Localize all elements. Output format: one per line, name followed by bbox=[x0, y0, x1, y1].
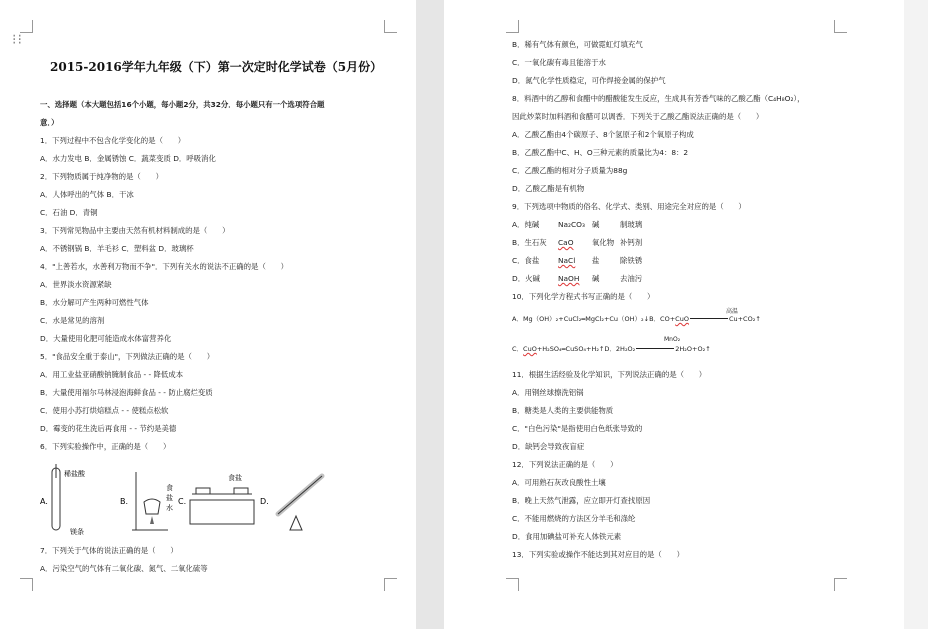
crop-mark bbox=[384, 20, 397, 33]
balance-pan-right bbox=[234, 488, 248, 494]
question-line: 12．下列说法正确的是（ ） bbox=[512, 460, 618, 469]
option-a-label: A. bbox=[40, 497, 48, 506]
equation-row-ab: A．Mg（OH）₂+CuCl₂═MgCl₂+Cu（OH）₂↓B．CO+CuO Cu+CO₂↑ bbox=[512, 315, 761, 323]
question-line: A．用工业盐亚硝酸钠腌制食品 - - 降低成本 bbox=[40, 370, 184, 379]
question-line: C．水是常见的溶剂 bbox=[40, 316, 105, 325]
question-line: A．世界淡水资源紧缺 bbox=[40, 280, 112, 289]
alcohol-lamp bbox=[290, 516, 302, 530]
question-line: B．糖类是人类的主要供能物质 bbox=[512, 406, 614, 415]
question-line: A．水力发电 B．金属锈蚀 C．蔬菜变质 D．呼吸消化 bbox=[40, 154, 216, 163]
question-line: A．可用熟石灰改良酸性土壤 bbox=[512, 478, 606, 487]
question-line: B．大量使用福尔马林浸泡海鲜食品 - - 防止腐烂变质 bbox=[40, 388, 213, 397]
ribbon-label: 镁条 bbox=[70, 528, 84, 536]
question-line: 4．"上善若水，水善利万物而不争"．下列有关水的说法不正确的是（ ） bbox=[40, 262, 289, 271]
crop-mark bbox=[384, 578, 397, 591]
question-line: A．用钢丝球擦洗铝锅 bbox=[512, 388, 584, 397]
lab-operation-figure bbox=[40, 464, 370, 536]
question-line: D．缺钙会导致夜盲症 bbox=[512, 442, 585, 451]
question-line: B．稀有气体有颜色，可做霓虹灯填充气 bbox=[512, 40, 643, 49]
option-c-label: C. bbox=[178, 497, 187, 506]
document-page-1 bbox=[0, 0, 416, 629]
question-line: C．使用小苏打烘焙糕点 - - 使糕点松软 bbox=[40, 406, 169, 415]
question-line: D．霉变的花生洗后再食用 - - 节约是美德 bbox=[40, 424, 177, 433]
crop-mark bbox=[506, 20, 519, 33]
option-row: D．火碱 NaOH 碱 去油污 bbox=[512, 274, 643, 283]
question-line: B．水分解可产生两种可燃性气体 bbox=[40, 298, 149, 307]
question-line: 2．下列物质属于纯净物的是（ ） bbox=[40, 172, 163, 181]
section-heading-cont: 意．） bbox=[40, 118, 59, 127]
salt-water-label-1: 食 bbox=[166, 484, 173, 492]
question-line: C．不能用燃烧的方法区分羊毛和涤纶 bbox=[512, 514, 636, 523]
balance-body bbox=[190, 500, 254, 524]
question-line: B．乙酸乙酯中C、H、O三种元素的质量比为4：8：2 bbox=[512, 148, 689, 157]
question-line: D．乙酸乙酯是有机物 bbox=[512, 184, 585, 193]
salt-water-label-3: 水 bbox=[166, 504, 173, 512]
question-line: 8．料酒中的乙醇和食醋中的醋酸能发生反应，生成具有芳香气味的乙酸乙酯（C₄H₈O₂）， bbox=[512, 94, 805, 103]
question-line: A．污染空气的气体有二氧化碳、氮气、二氧化硫等 bbox=[40, 564, 208, 573]
option-row: C．食盐 NaCl 盐 除铁锈 bbox=[512, 256, 643, 265]
option-b-label: B. bbox=[120, 497, 129, 506]
question-line: 10．下列化学方程式书写正确的是（ ） bbox=[512, 292, 655, 301]
crop-mark bbox=[506, 578, 519, 591]
question-line: 因此炒菜时加料酒和食醋可以调香．下列关于乙酸乙酯说法正确的是（ ） bbox=[512, 112, 764, 121]
question-line: 11．根据生活经验及化学知识，下列说法正确的是（ ） bbox=[512, 370, 707, 379]
question-line: C．石油 D．青铜 bbox=[40, 208, 98, 217]
question-line: 3．下列常见物品中主要由天然有机材料制成的是（ ） bbox=[40, 226, 230, 235]
option-d-label: D. bbox=[260, 497, 269, 506]
evaporating-dish bbox=[144, 499, 160, 514]
question-line: D．大量使用化肥可能造成水体富营养化 bbox=[40, 334, 172, 343]
question-line: D．氮气化学性质稳定，可作焊接金属的保护气 bbox=[512, 76, 666, 85]
drag-handle-icon[interactable]: ⁝⁝ bbox=[12, 32, 23, 48]
question-line: B．晚上天然气泄露，应立即开灯查找原因 bbox=[512, 496, 651, 505]
crop-mark bbox=[834, 20, 847, 33]
document-page-2 bbox=[444, 0, 904, 629]
condition-high-temp: 高温 bbox=[726, 308, 739, 315]
question-line: C．一氧化碳有毒且能溶于水 bbox=[512, 58, 606, 67]
question-line: 5．"食品安全重于泰山"，下列做法正确的是（ ） bbox=[40, 352, 215, 361]
question-line: A．人体呼出的气体 B．干冰 bbox=[40, 190, 134, 199]
condition-catalyst: MnO₂ bbox=[664, 336, 681, 343]
equation-row-cd: C．CuO+H₂SO₄═CuSO₄+H₂↑D．2H₂O₂ 2H₂O+O₂↑ bbox=[512, 345, 711, 353]
option-row: B．生石灰 CaO 氧化物 补钙剂 bbox=[512, 238, 643, 247]
option-row: A．纯碱 Na₂CO₃ 碱 制玻璃 bbox=[512, 220, 643, 229]
salt-water-label-2: 盐 bbox=[166, 494, 173, 502]
acid-label: 稀盐酸 bbox=[64, 470, 85, 478]
test-tube-outline bbox=[278, 476, 322, 514]
crop-mark bbox=[20, 578, 33, 591]
lab-apparatus-drawing bbox=[40, 464, 370, 536]
question-line: C．乙酸乙酯的相对分子质量为88g bbox=[512, 166, 628, 175]
flame bbox=[150, 516, 154, 524]
crop-mark bbox=[834, 578, 847, 591]
salt-label: 食盐 bbox=[228, 474, 242, 482]
question-line: 6．下列实验操作中，正确的是（ ） bbox=[40, 442, 171, 451]
question-line: A．不锈钢锅 B．羊毛衫 C．塑料盆 D．玻璃杯 bbox=[40, 244, 194, 253]
question-line: 9．下列选项中物质的俗名、化学式、类别、用途完全对应的是（ ） bbox=[512, 202, 746, 211]
question-line: 7．下列关于气体的说法正确的是（ ） bbox=[40, 546, 178, 555]
question-line: 13．下列实验或操作不能达到其对应目的是（ ） bbox=[512, 550, 685, 559]
balance-pan-left bbox=[196, 488, 210, 494]
question-line: A．乙酸乙酯由4个碳原子、8个氢原子和2个氧原子构成 bbox=[512, 130, 694, 139]
section-heading: 一、选择题（本大题包括16个小题，每小题2分，共32分．每小题只有一个选项符合题 bbox=[40, 100, 325, 109]
question-line: D．食用加碘盐可补充人体铁元素 bbox=[512, 532, 622, 541]
page-title: 2015-2016学年九年级（下）第一次定时化学试卷（5月份） bbox=[50, 60, 383, 74]
question-line: C．"白色污染"是指使用白色纸张导致的 bbox=[512, 424, 643, 433]
question-line: 1．下列过程中不包含化学变化的是（ ） bbox=[40, 136, 186, 145]
scroll-area[interactable] bbox=[904, 0, 928, 629]
